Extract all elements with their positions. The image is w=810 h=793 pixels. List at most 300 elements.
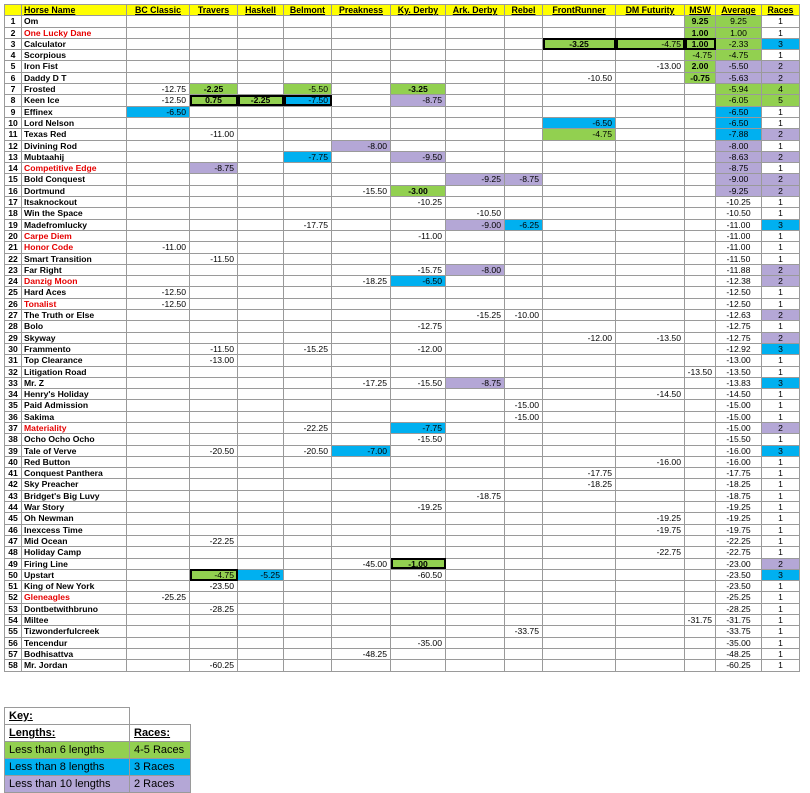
races-cell[interactable]: 1 <box>762 411 800 422</box>
bc-classic-cell[interactable] <box>127 456 190 467</box>
travers-cell[interactable] <box>190 400 238 411</box>
belmont-cell[interactable]: -22.25 <box>284 422 332 433</box>
bc-classic-cell[interactable] <box>127 389 190 400</box>
belmont-cell[interactable] <box>284 456 332 467</box>
races-cell[interactable]: 1 <box>762 117 800 128</box>
msw-cell[interactable]: 9.25 <box>685 16 716 27</box>
bc-classic-cell[interactable] <box>127 648 190 659</box>
ark-derby-cell[interactable] <box>446 185 505 196</box>
frontrunner-cell[interactable] <box>543 219 616 230</box>
ark-derby-cell[interactable] <box>446 117 505 128</box>
ky-derby-cell[interactable]: -1.00 <box>391 558 446 569</box>
races-cell[interactable]: 1 <box>762 524 800 535</box>
travers-cell[interactable]: -11.00 <box>190 129 238 140</box>
travers-cell[interactable]: 0.75 <box>190 95 238 106</box>
rebel-cell[interactable] <box>505 253 543 264</box>
travers-cell[interactable]: -23.50 <box>190 581 238 592</box>
row-index[interactable]: 40 <box>5 456 22 467</box>
average-cell[interactable]: -13.50 <box>716 366 762 377</box>
ark-derby-cell[interactable] <box>446 445 505 456</box>
preakness-cell[interactable] <box>332 61 391 72</box>
races-cell[interactable]: 1 <box>762 16 800 27</box>
travers-cell[interactable] <box>190 27 238 38</box>
header-average[interactable]: Average <box>716 5 762 16</box>
bc-classic-cell[interactable] <box>127 490 190 501</box>
bc-classic-cell[interactable] <box>127 343 190 354</box>
rebel-cell[interactable] <box>505 151 543 162</box>
row-index[interactable]: 7 <box>5 84 22 95</box>
haskell-cell[interactable] <box>238 27 284 38</box>
frontrunner-cell[interactable] <box>543 603 616 614</box>
horse-name-cell[interactable]: Iron Fist <box>22 61 127 72</box>
horse-name-cell[interactable]: Effinex <box>22 106 127 117</box>
average-cell[interactable]: -15.00 <box>716 411 762 422</box>
msw-cell[interactable] <box>685 660 716 671</box>
row-index[interactable]: 37 <box>5 422 22 433</box>
bc-classic-cell[interactable] <box>127 197 190 208</box>
travers-cell[interactable]: -60.25 <box>190 660 238 671</box>
row-index[interactable]: 34 <box>5 389 22 400</box>
preakness-cell[interactable] <box>332 321 391 332</box>
haskell-cell[interactable] <box>238 355 284 366</box>
races-cell[interactable]: 2 <box>762 61 800 72</box>
ark-derby-cell[interactable]: -10.50 <box>446 208 505 219</box>
preakness-cell[interactable]: -8.00 <box>332 140 391 151</box>
travers-cell[interactable] <box>190 389 238 400</box>
horse-name-cell[interactable]: Tizwonderfulcreek <box>22 626 127 637</box>
dm-futurity-cell[interactable] <box>616 174 685 185</box>
frontrunner-cell[interactable] <box>543 16 616 27</box>
frontrunner-cell[interactable] <box>543 581 616 592</box>
dm-futurity-cell[interactable]: -19.75 <box>616 524 685 535</box>
horse-name-cell[interactable]: Keen Ice <box>22 95 127 106</box>
ky-derby-cell[interactable]: -3.00 <box>391 185 446 196</box>
preakness-cell[interactable] <box>332 84 391 95</box>
bc-classic-cell[interactable] <box>127 502 190 513</box>
dm-futurity-cell[interactable] <box>616 648 685 659</box>
frontrunner-cell[interactable] <box>543 298 616 309</box>
rebel-cell[interactable] <box>505 434 543 445</box>
belmont-cell[interactable]: -15.25 <box>284 343 332 354</box>
races-cell[interactable]: 2 <box>762 264 800 275</box>
row-index[interactable]: 27 <box>5 310 22 321</box>
races-cell[interactable]: 1 <box>762 592 800 603</box>
horse-name-cell[interactable]: Ocho Ocho Ocho <box>22 434 127 445</box>
preakness-cell[interactable] <box>332 163 391 174</box>
header-ark-derby[interactable]: Ark. Derby <box>446 5 505 16</box>
haskell-cell[interactable] <box>238 626 284 637</box>
average-cell[interactable]: -33.75 <box>716 626 762 637</box>
row-index[interactable]: 53 <box>5 603 22 614</box>
haskell-cell[interactable] <box>238 151 284 162</box>
races-cell[interactable]: 2 <box>762 185 800 196</box>
preakness-cell[interactable] <box>332 479 391 490</box>
msw-cell[interactable]: 1.00 <box>685 27 716 38</box>
haskell-cell[interactable]: -2.25 <box>238 95 284 106</box>
frontrunner-cell[interactable] <box>543 547 616 558</box>
average-cell[interactable]: -2.33 <box>716 38 762 49</box>
horse-name-cell[interactable]: Competitive Edge <box>22 163 127 174</box>
races-cell[interactable]: 2 <box>762 174 800 185</box>
dm-futurity-cell[interactable] <box>616 197 685 208</box>
average-cell[interactable]: -5.50 <box>716 61 762 72</box>
ark-derby-cell[interactable] <box>446 332 505 343</box>
rebel-cell[interactable] <box>505 422 543 433</box>
ky-derby-cell[interactable]: -19.25 <box>391 502 446 513</box>
ark-derby-cell[interactable] <box>446 660 505 671</box>
row-index[interactable]: 44 <box>5 502 22 513</box>
travers-cell[interactable] <box>190 592 238 603</box>
races-cell[interactable]: 1 <box>762 490 800 501</box>
msw-cell[interactable] <box>685 219 716 230</box>
rebel-cell[interactable]: -10.00 <box>505 310 543 321</box>
msw-cell[interactable] <box>685 298 716 309</box>
horse-name-cell[interactable]: Daddy D T <box>22 72 127 83</box>
msw-cell[interactable] <box>685 479 716 490</box>
dm-futurity-cell[interactable] <box>616 276 685 287</box>
belmont-cell[interactable] <box>284 513 332 524</box>
rebel-cell[interactable] <box>505 479 543 490</box>
msw-cell[interactable] <box>685 581 716 592</box>
rebel-cell[interactable] <box>505 490 543 501</box>
horse-name-cell[interactable]: Win the Space <box>22 208 127 219</box>
haskell-cell[interactable] <box>238 321 284 332</box>
frontrunner-cell[interactable] <box>543 61 616 72</box>
bc-classic-cell[interactable] <box>127 264 190 275</box>
average-cell[interactable]: -60.25 <box>716 660 762 671</box>
dm-futurity-cell[interactable] <box>616 163 685 174</box>
haskell-cell[interactable] <box>238 524 284 535</box>
bc-classic-cell[interactable] <box>127 513 190 524</box>
races-cell[interactable]: 1 <box>762 230 800 241</box>
dm-futurity-cell[interactable] <box>616 185 685 196</box>
rebel-cell[interactable] <box>505 197 543 208</box>
row-index[interactable]: 32 <box>5 366 22 377</box>
travers-cell[interactable] <box>190 264 238 275</box>
horse-name-cell[interactable]: Bodhisattva <box>22 648 127 659</box>
rebel-cell[interactable] <box>505 660 543 671</box>
msw-cell[interactable] <box>685 547 716 558</box>
bc-classic-cell[interactable] <box>127 581 190 592</box>
ky-derby-cell[interactable]: -15.75 <box>391 264 446 275</box>
bc-classic-cell[interactable] <box>127 569 190 580</box>
ky-derby-cell[interactable]: -9.50 <box>391 151 446 162</box>
travers-cell[interactable] <box>190 242 238 253</box>
rebel-cell[interactable] <box>505 163 543 174</box>
average-cell[interactable]: -19.75 <box>716 524 762 535</box>
belmont-cell[interactable] <box>284 197 332 208</box>
preakness-cell[interactable] <box>332 535 391 546</box>
belmont-cell[interactable] <box>284 16 332 27</box>
row-index[interactable]: 10 <box>5 117 22 128</box>
bc-classic-cell[interactable] <box>127 603 190 614</box>
haskell-cell[interactable] <box>238 106 284 117</box>
haskell-cell[interactable] <box>238 50 284 61</box>
msw-cell[interactable] <box>685 230 716 241</box>
average-cell[interactable]: -9.00 <box>716 174 762 185</box>
ark-derby-cell[interactable] <box>446 434 505 445</box>
haskell-cell[interactable] <box>238 343 284 354</box>
ky-derby-cell[interactable] <box>391 366 446 377</box>
msw-cell[interactable] <box>685 276 716 287</box>
row-index[interactable]: 30 <box>5 343 22 354</box>
belmont-cell[interactable] <box>284 434 332 445</box>
horse-name-cell[interactable]: Danzig Moon <box>22 276 127 287</box>
average-cell[interactable]: -8.75 <box>716 163 762 174</box>
travers-cell[interactable] <box>190 38 238 49</box>
average-cell[interactable]: -35.00 <box>716 637 762 648</box>
races-cell[interactable]: 1 <box>762 208 800 219</box>
frontrunner-cell[interactable] <box>543 456 616 467</box>
travers-cell[interactable] <box>190 276 238 287</box>
ark-derby-cell[interactable] <box>446 637 505 648</box>
ky-derby-cell[interactable] <box>391 581 446 592</box>
horse-name-cell[interactable]: Itsaknockout <box>22 197 127 208</box>
row-index[interactable]: 9 <box>5 106 22 117</box>
average-cell[interactable]: -23.50 <box>716 581 762 592</box>
ark-derby-cell[interactable] <box>446 38 505 49</box>
belmont-cell[interactable] <box>284 140 332 151</box>
haskell-cell[interactable] <box>238 445 284 456</box>
average-cell[interactable]: -11.00 <box>716 219 762 230</box>
bc-classic-cell[interactable] <box>127 479 190 490</box>
ark-derby-cell[interactable] <box>446 242 505 253</box>
horse-name-cell[interactable]: Skyway <box>22 332 127 343</box>
msw-cell[interactable] <box>685 84 716 95</box>
average-cell[interactable]: -10.50 <box>716 208 762 219</box>
belmont-cell[interactable] <box>284 603 332 614</box>
rebel-cell[interactable] <box>505 343 543 354</box>
ark-derby-cell[interactable] <box>446 129 505 140</box>
belmont-cell[interactable] <box>284 558 332 569</box>
haskell-cell[interactable] <box>238 581 284 592</box>
preakness-cell[interactable] <box>332 253 391 264</box>
dm-futurity-cell[interactable] <box>616 208 685 219</box>
bc-classic-cell[interactable] <box>127 174 190 185</box>
races-cell[interactable]: 3 <box>762 569 800 580</box>
horse-name-cell[interactable]: Frosted <box>22 84 127 95</box>
frontrunner-cell[interactable] <box>543 411 616 422</box>
msw-cell[interactable] <box>685 434 716 445</box>
header-haskell[interactable]: Haskell <box>238 5 284 16</box>
frontrunner-cell[interactable] <box>543 513 616 524</box>
msw-cell[interactable] <box>685 321 716 332</box>
ky-derby-cell[interactable] <box>391 547 446 558</box>
ark-derby-cell[interactable] <box>446 513 505 524</box>
haskell-cell[interactable] <box>238 637 284 648</box>
frontrunner-cell[interactable] <box>543 558 616 569</box>
belmont-cell[interactable] <box>284 298 332 309</box>
belmont-cell[interactable] <box>284 253 332 264</box>
haskell-cell[interactable] <box>238 502 284 513</box>
races-cell[interactable]: 2 <box>762 151 800 162</box>
ark-derby-cell[interactable] <box>446 197 505 208</box>
frontrunner-cell[interactable] <box>543 343 616 354</box>
msw-cell[interactable] <box>685 558 716 569</box>
rebel-cell[interactable] <box>505 117 543 128</box>
header-msw[interactable]: MSW <box>685 5 716 16</box>
travers-cell[interactable]: -11.50 <box>190 343 238 354</box>
races-cell[interactable]: 4 <box>762 84 800 95</box>
bc-classic-cell[interactable] <box>127 547 190 558</box>
frontrunner-cell[interactable] <box>543 242 616 253</box>
msw-cell[interactable] <box>685 287 716 298</box>
horse-name-cell[interactable]: Lord Nelson <box>22 117 127 128</box>
haskell-cell[interactable]: -5.25 <box>238 569 284 580</box>
ky-derby-cell[interactable] <box>391 332 446 343</box>
msw-cell[interactable]: 2.00 <box>685 61 716 72</box>
preakness-cell[interactable] <box>332 117 391 128</box>
frontrunner-cell[interactable]: -3.25 <box>543 38 616 49</box>
frontrunner-cell[interactable] <box>543 321 616 332</box>
ark-derby-cell[interactable] <box>446 422 505 433</box>
header-travers[interactable]: Travers <box>190 5 238 16</box>
dm-futurity-cell[interactable] <box>616 117 685 128</box>
preakness-cell[interactable] <box>332 219 391 230</box>
msw-cell[interactable] <box>685 490 716 501</box>
row-index[interactable]: 21 <box>5 242 22 253</box>
rebel-cell[interactable] <box>505 16 543 27</box>
bc-classic-cell[interactable]: -12.50 <box>127 287 190 298</box>
dm-futurity-cell[interactable] <box>616 400 685 411</box>
msw-cell[interactable] <box>685 445 716 456</box>
belmont-cell[interactable] <box>284 535 332 546</box>
belmont-cell[interactable] <box>284 377 332 388</box>
belmont-cell[interactable] <box>284 411 332 422</box>
average-cell[interactable]: -14.50 <box>716 389 762 400</box>
horse-name-cell[interactable]: Materiality <box>22 422 127 433</box>
travers-cell[interactable] <box>190 61 238 72</box>
races-cell[interactable]: 1 <box>762 581 800 592</box>
haskell-cell[interactable] <box>238 140 284 151</box>
races-cell[interactable]: 1 <box>762 456 800 467</box>
ky-derby-cell[interactable] <box>391 117 446 128</box>
preakness-cell[interactable]: -18.25 <box>332 276 391 287</box>
dm-futurity-cell[interactable] <box>616 230 685 241</box>
haskell-cell[interactable] <box>238 72 284 83</box>
msw-cell[interactable] <box>685 197 716 208</box>
ark-derby-cell[interactable] <box>446 230 505 241</box>
msw-cell[interactable] <box>685 208 716 219</box>
belmont-cell[interactable] <box>284 129 332 140</box>
haskell-cell[interactable] <box>238 129 284 140</box>
ark-derby-cell[interactable] <box>446 479 505 490</box>
travers-cell[interactable] <box>190 298 238 309</box>
ky-derby-cell[interactable]: -35.00 <box>391 637 446 648</box>
average-cell[interactable]: -19.25 <box>716 502 762 513</box>
bc-classic-cell[interactable] <box>127 321 190 332</box>
belmont-cell[interactable] <box>284 366 332 377</box>
belmont-cell[interactable] <box>284 276 332 287</box>
travers-cell[interactable] <box>190 287 238 298</box>
bc-classic-cell[interactable] <box>127 72 190 83</box>
races-cell[interactable]: 1 <box>762 637 800 648</box>
belmont-cell[interactable] <box>284 38 332 49</box>
dm-futurity-cell[interactable] <box>616 95 685 106</box>
rebel-cell[interactable] <box>505 513 543 524</box>
frontrunner-cell[interactable] <box>543 197 616 208</box>
bc-classic-cell[interactable] <box>127 276 190 287</box>
average-cell[interactable]: -4.75 <box>716 50 762 61</box>
bc-classic-cell[interactable]: -25.25 <box>127 592 190 603</box>
haskell-cell[interactable] <box>238 389 284 400</box>
preakness-cell[interactable] <box>332 468 391 479</box>
races-cell[interactable]: 1 <box>762 389 800 400</box>
ark-derby-cell[interactable] <box>446 411 505 422</box>
msw-cell[interactable] <box>685 603 716 614</box>
bc-classic-cell[interactable] <box>127 377 190 388</box>
dm-futurity-cell[interactable] <box>616 129 685 140</box>
ark-derby-cell[interactable] <box>446 72 505 83</box>
rebel-cell[interactable] <box>505 185 543 196</box>
dm-futurity-cell[interactable] <box>616 242 685 253</box>
average-cell[interactable]: -15.00 <box>716 400 762 411</box>
rebel-cell[interactable] <box>505 558 543 569</box>
preakness-cell[interactable] <box>332 332 391 343</box>
preakness-cell[interactable] <box>332 298 391 309</box>
row-index[interactable]: 23 <box>5 264 22 275</box>
row-index[interactable]: 11 <box>5 129 22 140</box>
horse-name-cell[interactable]: Paid Admission <box>22 400 127 411</box>
bc-classic-cell[interactable] <box>127 219 190 230</box>
ark-derby-cell[interactable] <box>446 298 505 309</box>
header-preakness[interactable]: Preakness <box>332 5 391 16</box>
belmont-cell[interactable] <box>284 321 332 332</box>
rebel-cell[interactable] <box>505 355 543 366</box>
haskell-cell[interactable] <box>238 490 284 501</box>
row-index[interactable]: 58 <box>5 660 22 671</box>
rebel-cell[interactable]: -15.00 <box>505 400 543 411</box>
dm-futurity-cell[interactable] <box>616 140 685 151</box>
ky-derby-cell[interactable]: -10.25 <box>391 197 446 208</box>
bc-classic-cell[interactable] <box>127 558 190 569</box>
haskell-cell[interactable] <box>238 456 284 467</box>
row-index[interactable]: 18 <box>5 208 22 219</box>
travers-cell[interactable] <box>190 558 238 569</box>
horse-name-cell[interactable]: Smart Transition <box>22 253 127 264</box>
ark-derby-cell[interactable] <box>446 648 505 659</box>
races-cell[interactable]: 1 <box>762 400 800 411</box>
travers-cell[interactable] <box>190 524 238 535</box>
ky-derby-cell[interactable]: -15.50 <box>391 377 446 388</box>
header-belmont[interactable]: Belmont <box>284 5 332 16</box>
average-cell[interactable]: -12.75 <box>716 332 762 343</box>
travers-cell[interactable]: -13.00 <box>190 355 238 366</box>
dm-futurity-cell[interactable]: -13.50 <box>616 332 685 343</box>
races-cell[interactable]: 2 <box>762 310 800 321</box>
travers-cell[interactable]: -28.25 <box>190 603 238 614</box>
preakness-cell[interactable] <box>332 592 391 603</box>
preakness-cell[interactable] <box>332 502 391 513</box>
ky-derby-cell[interactable] <box>391 479 446 490</box>
rebel-cell[interactable] <box>505 84 543 95</box>
races-cell[interactable]: 3 <box>762 343 800 354</box>
belmont-cell[interactable] <box>284 50 332 61</box>
ky-derby-cell[interactable] <box>391 61 446 72</box>
bc-classic-cell[interactable] <box>127 445 190 456</box>
haskell-cell[interactable] <box>238 287 284 298</box>
ark-derby-cell[interactable] <box>446 95 505 106</box>
races-cell[interactable]: 3 <box>762 377 800 388</box>
travers-cell[interactable]: -22.25 <box>190 535 238 546</box>
dm-futurity-cell[interactable] <box>616 16 685 27</box>
msw-cell[interactable] <box>685 185 716 196</box>
rebel-cell[interactable] <box>505 389 543 400</box>
msw-cell[interactable] <box>685 253 716 264</box>
travers-cell[interactable] <box>190 490 238 501</box>
ky-derby-cell[interactable] <box>391 208 446 219</box>
msw-cell[interactable] <box>685 242 716 253</box>
